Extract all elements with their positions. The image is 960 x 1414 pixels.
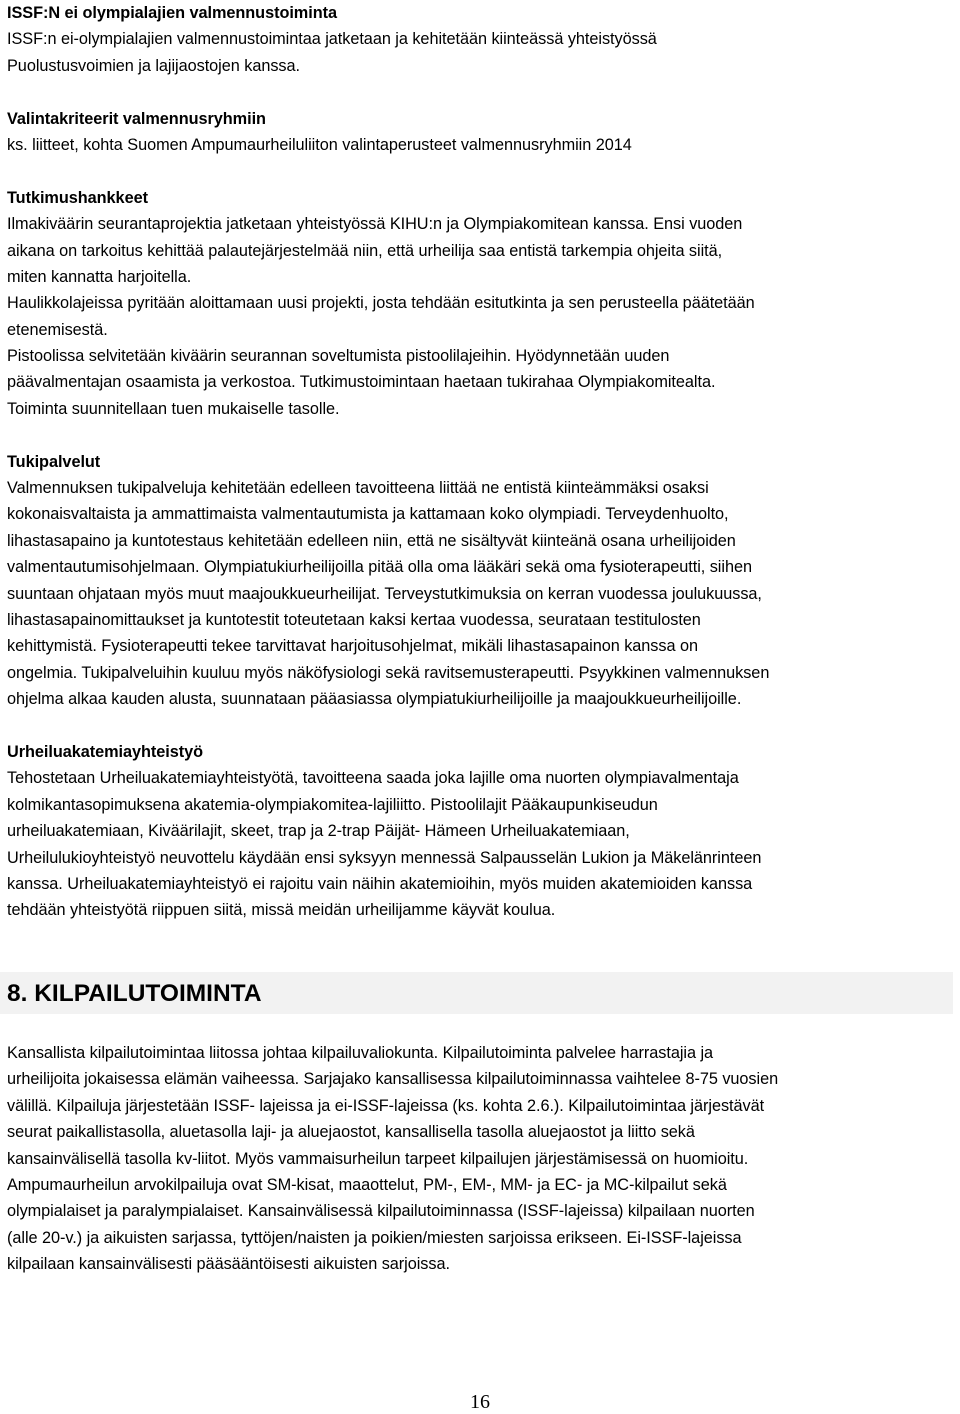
paragraph-line: kilpailaan kansainvälisesti pääsääntöisesti aikuisten sarjoissa. [7, 1255, 450, 1274]
paragraph-line: Urheilulukioyhteistyö neuvottelu käydään ensi syksyyn mennessä Salpausselän Lukion ja Mäkelänrinteen [7, 848, 762, 867]
paragraph-line: päävalmentajan osaamista ja verkostoa. Tutkimustoimintaan haetaan tukirahaa Olympiakomitealta. [7, 373, 716, 392]
section-heading: ISSF:N ei olympialajien valmennustoiminta [7, 4, 337, 22]
paragraph-line: olympialaiset ja paralympialaiset. Kansainvälisessä kilpailutoiminnassa (ISSF-lajeissa) kilpailaan nuorten [7, 1202, 755, 1221]
section-heading: Tukipalvelut [7, 452, 101, 471]
paragraph-line: kokonaisvaltaista ja ammattimaista valmentautumista ja kattamaan koko olympiadi. Terveydenhuolto, [7, 505, 729, 524]
paragraph-line: Ampumaurheilun arvokilpailuja ovat SM-kisat, maaottelut, PM-, EM-, MM- ja EC- ja MC-kilpailut sekä [7, 1175, 727, 1194]
paragraph-line: aikana on tarkoitus kehittää palautejärjestelmää niin, että urheilija saa entistä tarkempia ohjeita siitä, [7, 241, 723, 260]
paragraph-line: ongelmia. Tukipalveluihin kuuluu myös näköfysiologi sekä ravitsemusterapeutti. Psyykkinen valmennuksen [7, 663, 770, 682]
document-page [7, 0, 953, 924]
paragraph-line: Toiminta suunnitellaan tuen mukaiselle tasolle. [7, 399, 340, 418]
paragraph-line: Haulikkolajeissa pyritään aloittamaan uusi projekti, josta tehdään esitutkinta ja sen perusteella päätetään [7, 294, 755, 313]
section-heading: Valintakriteerit valmennusryhmiin [7, 109, 266, 128]
paragraph-line: lihastasapainomittaukset ja kuntotestit toteutetaan kaksi kertaa vuodessa, seurataan testitulosten [7, 610, 701, 629]
chapter-title: 8. KILPAILUTOIMINTA [7, 980, 262, 1007]
paragraph-line: ISSF:n ei-olympialajien valmennustoimintaa jatketaan ja kehitetään kiinteässä yhteistyössä [7, 30, 657, 49]
paragraph-line: kolmikantasopimuksena akatemia-olympiakomitea-lajiliitto. Pistoolilajit Pääkaupunkiseudun [7, 795, 658, 814]
chapter-body [7, 1040, 953, 1278]
paragraph-line: etenemisestä. [7, 320, 108, 339]
paragraph-line: kanssa. Urheiluakatemiayhteistyö ei rajoitu vain näihin akatemioihin, myös muiden akatemioiden kanssa [7, 874, 753, 893]
paragraph-line: Ilmakiväärin seurantaprojektia jatketaan yhteistyössä KIHU:n ja Olympiakomitean kanssa. Ensi vuoden [7, 215, 743, 234]
section-heading: Tutkimushankkeet [7, 188, 148, 207]
paragraph-line: seurat paikallistasolla, aluetasolla laji- ja aluejaostot, kansallisella tasolla aluejaostot ja liitto sekä [7, 1123, 695, 1142]
paragraph-line: tehdään yhteistyötä riippuen siitä, missä meidän urheilijamme käyvät koulua. [7, 901, 556, 920]
paragraph-line: Kansallista kilpailutoimintaa liitossa johtaa kilpailuvaliokunta. Kilpailutoiminta palvelee harrastajia ja [7, 1044, 714, 1062]
paragraph-line: ks. liitteet, kohta Suomen Ampumaurheiluliiton valintaperusteet valmennusryhmiin 2014 [7, 135, 632, 154]
paragraph-line: miten kannatta harjoitella. [7, 267, 192, 286]
paragraph-line: (alle 20-v.) ja aikuisten sarjassa, tyttöjen/naisten ja poikien/miesten sarjoissa erikseen. Ei-ISSF-lajeissa [7, 1228, 742, 1247]
paragraph-line: Puolustusvoimien ja lajijaostojen kanssa. [7, 56, 300, 75]
paragraph-line: valmentautumisohjelmaan. Olympiatukiurheilijoilla pitää olla oma lääkäri sekä oma fysioterapeutti, siihen [7, 558, 752, 577]
paragraph-line: Pistoolissa selvitetään kiväärin seurannan soveltumista pistoolilajeihin. Hyödynnetään uuden [7, 347, 670, 366]
paragraph-line: urheilijoita jokaisessa elämän vaiheessa. Sarjajako kansallisessa kilpailutoiminnassa vaihtelee 8-75 vuosien [7, 1070, 779, 1089]
paragraph-line: lihastasapaino ja kuntotestaus kehitetään edelleen niin, että ne sisältyvät kiinteänä osana urheilijoiden [7, 531, 736, 550]
paragraph-line: kansainvälisellä tasolla kv-liitot. Myös vammaisurheilun tarpeet kilpailujen järjestämisessä on huomioitu. [7, 1149, 749, 1168]
page-number: 16 [470, 1391, 490, 1413]
paragraph-line: Valmennuksen tukipalveluja kehitetään edelleen tavoitteena liittää ne entistä kiinteämmäksi osaksi [7, 479, 709, 498]
paragraph-line: urheiluakatemiaan, Kiväärilajit, skeet, trap ja 2-trap Päijät- Hämeen Urheiluakatemiaan, [7, 822, 630, 841]
paragraph-line: suuntaan ohjataan myös muut maajoukkueurheilijat. Terveystutkimuksia on kerran vuodessa joulukuussa, [7, 584, 762, 603]
section-heading: Urheiluakatemiayhteistyö [7, 742, 204, 761]
paragraph-line: kehittymistä. Fysioterapeutti tekee tarvittavat harjoitusohjelmat, mikäli lihastasapainon kanssa on [7, 637, 698, 656]
paragraph-line: välillä. Kilpailuja järjestetään ISSF- lajeissa ja ei-ISSF-lajeissa (ks. kohta 2.6.). Kilpailutoimintaa järjestävät [7, 1096, 765, 1115]
paragraph-line: ohjelma alkaa kauden alusta, suunnataan pääasiassa olympiatukiurheilijoille ja maajoukkueurheilijoille. [7, 690, 742, 709]
paragraph-line: Tehostetaan Urheiluakatemiayhteistyötä, tavoitteena saada joka lajille oma nuorten olympiavalmentaja [7, 769, 739, 788]
